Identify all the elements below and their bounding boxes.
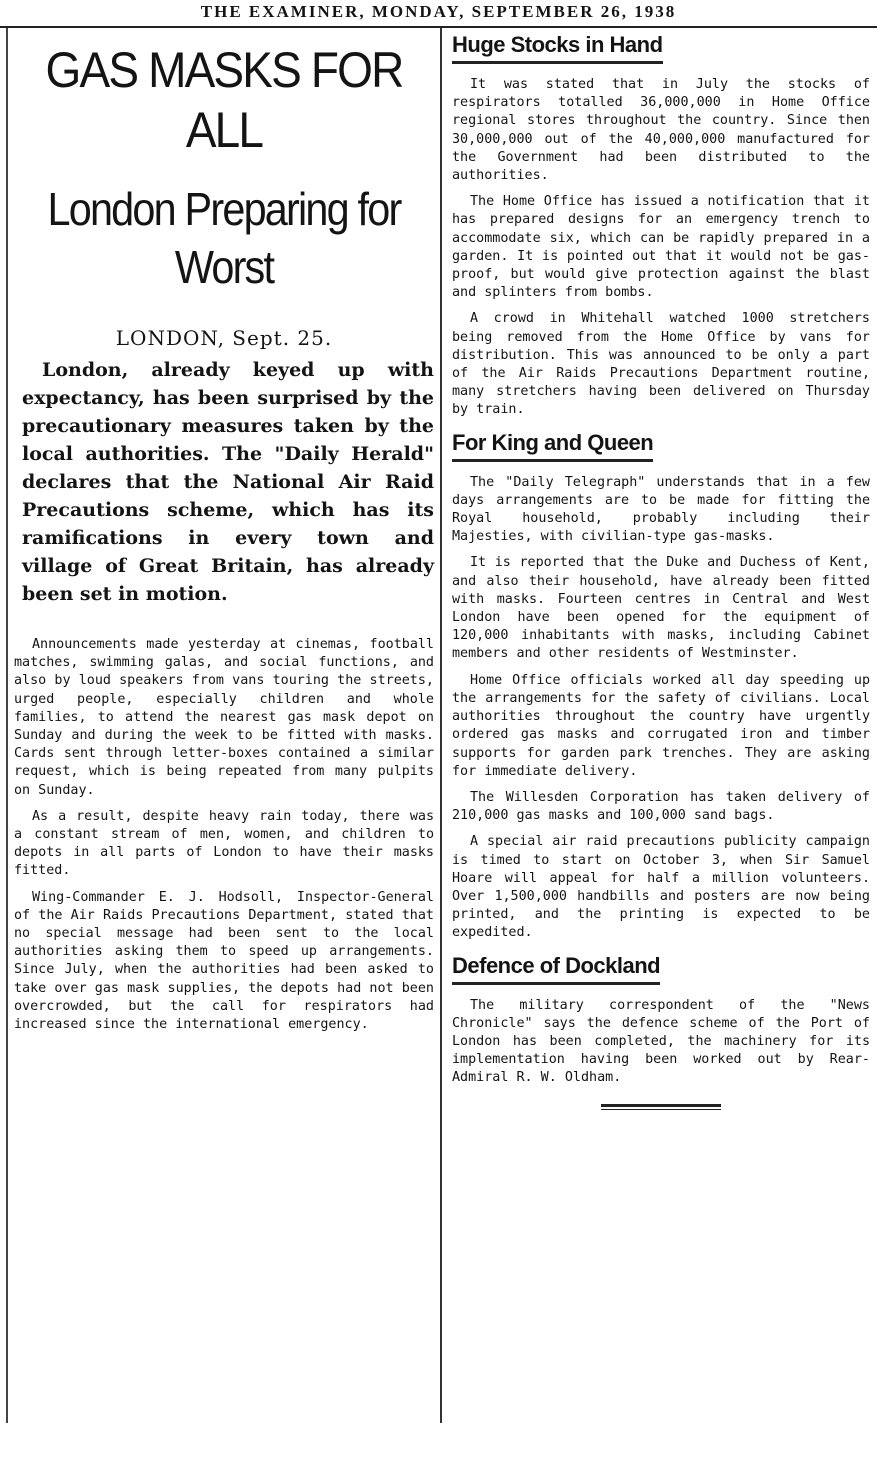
body-paragraph: A special air raid precautions publicity campaign is timed to start on October 3, when Sir Samuel Hoare will appeal for half a million volunteers. Over 1,500,000 handbills and posters are now being printed, and the printing is expected to be expedited. <box>452 834 870 941</box>
body-paragraph: A crowd in Whitehall watched 1000 stretchers being removed from the Home Office by vans for distribution. This was announced to be only a part of the Air Raids Precautions Department routine, many stretchers having been delivered on Thursday by train. <box>452 311 870 418</box>
body-paragraph: Wing-Commander E. J. Hodsoll, Inspector-General of the Air Raids Precautions Department, stated that no special message had been sent to the local authorities asking them to speed up arrangements. Since July, when the authorities had been asked to take over gas mask supplies, the depots had not been overcrowded, but the call for respirators had increased since the international emergency. <box>14 889 434 1033</box>
body-paragraph: The Home Office has issued a notification that it has prepared designs for an emergency trench to accommodate six, which can be rapidly prepared in a garden. It is pointed out that it would not be gas-proof, but would give protection against the blast and splinters from bombs. <box>452 194 870 301</box>
body-paragraph: As a result, despite heavy rain today, there was a constant stream of men, women, and children to depots in all parts of London to have their masks fitted. <box>14 808 434 879</box>
secondary-headline: London Preparing for Worst <box>47 183 401 293</box>
end-rule <box>601 1104 721 1107</box>
section-huge-stocks <box>452 30 870 420</box>
section-king-and-queen <box>452 428 870 943</box>
lead-paragraph: London, already keyed up with expectancy, has been surprised by the precautionary measures taken by the local authorities. The "Daily Herald" declares that the National Air Raid Precautions scheme, which has its ramifications in every town and village of Great Britain, has already been set in motion. <box>22 359 434 605</box>
section-body <box>452 997 870 1088</box>
column-rule <box>440 28 442 1423</box>
body-paragraph: The military correspondent of the "News Chronicle" says the defence scheme of the Port of London has been completed, the machinery for its implementation having been worked out by Rear-Admiral R. W. Oldham. <box>452 997 870 1086</box>
body-paragraph: The "Daily Telegraph" understands that in a few days arrangements are to be made for fitting the Royal household, probably including their Majesties, with civilian-type gas-masks. <box>452 474 870 545</box>
right-column <box>452 30 870 1110</box>
main-headline: GAS MASKS FOR ALL <box>45 42 403 158</box>
section-heading: Huge Stocks in Hand <box>452 32 663 64</box>
body-paragraph: It is reported that the Duke and Duchess of Kent, and also their household, have already been fitted with masks. Fourteen centres in Central and West London have been opened for the equipment of 120,000 inhabitants with masks, including Cabinet members and other residents of Westminster. <box>452 555 870 662</box>
body-paragraph: Home Office officials worked all day speeding up the arrangements for the safety of civilians. Local authorities throughout the country have urgently ordered gas masks and corrugated iron and timber supports for garden park trenches. They are asking for immediate delivery. <box>452 672 870 779</box>
body-paragraph: Announcements made yesterday at cinemas, football matches, swimming galas, and social functions, and also by loud speakers from vans touring the streets, urged people, especially children and whole families, to attend the nearest gas mask depot on Sunday and during the week to be fitted with masks. Cards sent through letter-boxes contained a similar request, which is being repeated from many pulpits on Sunday. <box>14 637 434 798</box>
section-defence-of-dockland <box>452 951 870 1110</box>
section-heading: Defence of Dockland <box>452 953 660 985</box>
masthead: THE EXAMINER, MONDAY, SEPTEMBER 26, 1938 <box>0 0 877 28</box>
end-rule-thin <box>601 1109 721 1110</box>
body-paragraph: It was stated that in July the stocks of respirators totalled 36,000,000 in Home Office regional stores throughout the country. Since then 30,000,000 out of the 40,000,000 manufactured for the Government had been distributed to the authorities. <box>452 77 870 184</box>
section-body <box>452 474 870 943</box>
dateline: LONDON, Sept. 25. <box>115 326 333 350</box>
left-body <box>14 636 434 1034</box>
left-column <box>14 30 434 1042</box>
section-heading: For King and Queen <box>452 430 653 462</box>
left-border-rule <box>6 28 8 1423</box>
section-body <box>452 76 870 420</box>
body-paragraph: The Willesden Corporation has taken delivery of 210,000 gas masks and 100,000 sand bags. <box>452 789 870 824</box>
